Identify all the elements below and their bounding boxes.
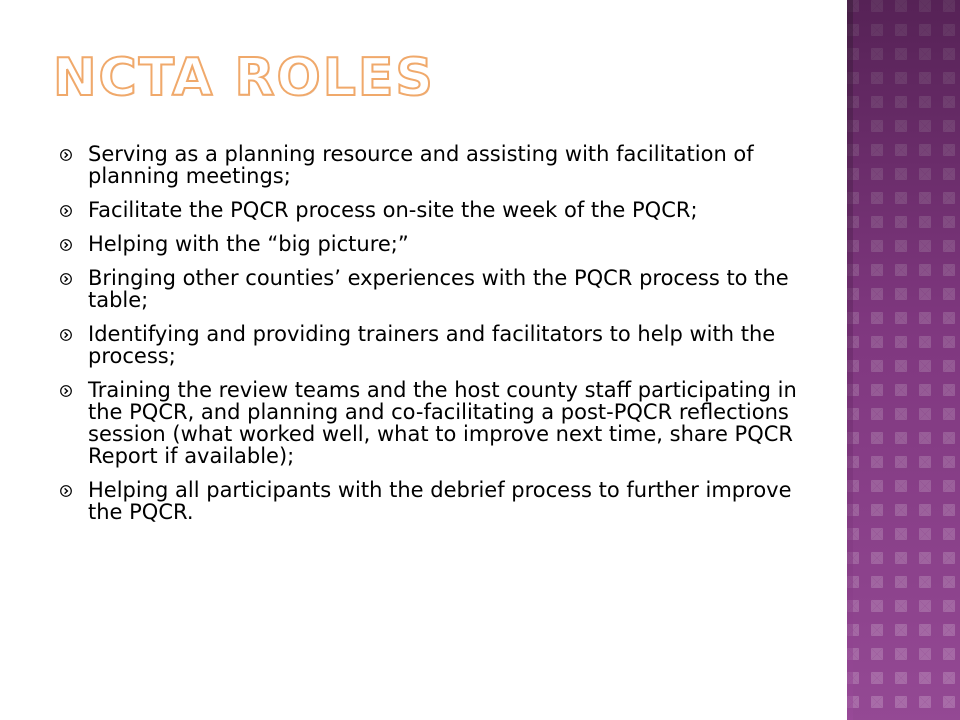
slide-title: NCTA ROLES xyxy=(53,48,435,108)
list-item xyxy=(60,143,820,187)
circled-chevron-right-icon xyxy=(60,149,72,161)
list-item xyxy=(60,199,820,221)
list-item xyxy=(60,379,820,467)
bullet-list xyxy=(60,143,820,535)
circled-chevron-right-icon xyxy=(60,273,72,285)
list-item xyxy=(60,323,820,367)
list-item xyxy=(60,233,820,255)
bullet-text: Helping all participants with the debrief process to further improve the PQCR. xyxy=(88,478,792,524)
circled-chevron-right-icon xyxy=(60,329,72,341)
bullet-text: Bringing other counties’ experiences with the PQCR process to the table; xyxy=(88,266,789,312)
circled-chevron-right-icon xyxy=(60,385,72,397)
list-item xyxy=(60,267,820,311)
circled-chevron-right-icon xyxy=(60,485,72,497)
bullet-text: Training the review teams and the host county staff participating in the PQCR, and planning and co-facilitating a post-PQCR reflections session (what worked well, what to improve next time, share PQCR Report if available); xyxy=(88,378,797,468)
bullet-text: Serving as a planning resource and assisting with facilitation of planning meetings; xyxy=(88,142,754,188)
circled-chevron-right-icon xyxy=(60,205,72,217)
decorative-side-panel xyxy=(847,0,960,720)
bullet-text: Facilitate the PQCR process on-site the week of the PQCR; xyxy=(88,198,698,222)
bullet-text: Helping with the “big picture;” xyxy=(88,232,409,256)
list-item xyxy=(60,479,820,523)
bullet-text: Identifying and providing trainers and facilitators to help with the process; xyxy=(88,322,776,368)
circled-chevron-right-icon xyxy=(60,239,72,251)
